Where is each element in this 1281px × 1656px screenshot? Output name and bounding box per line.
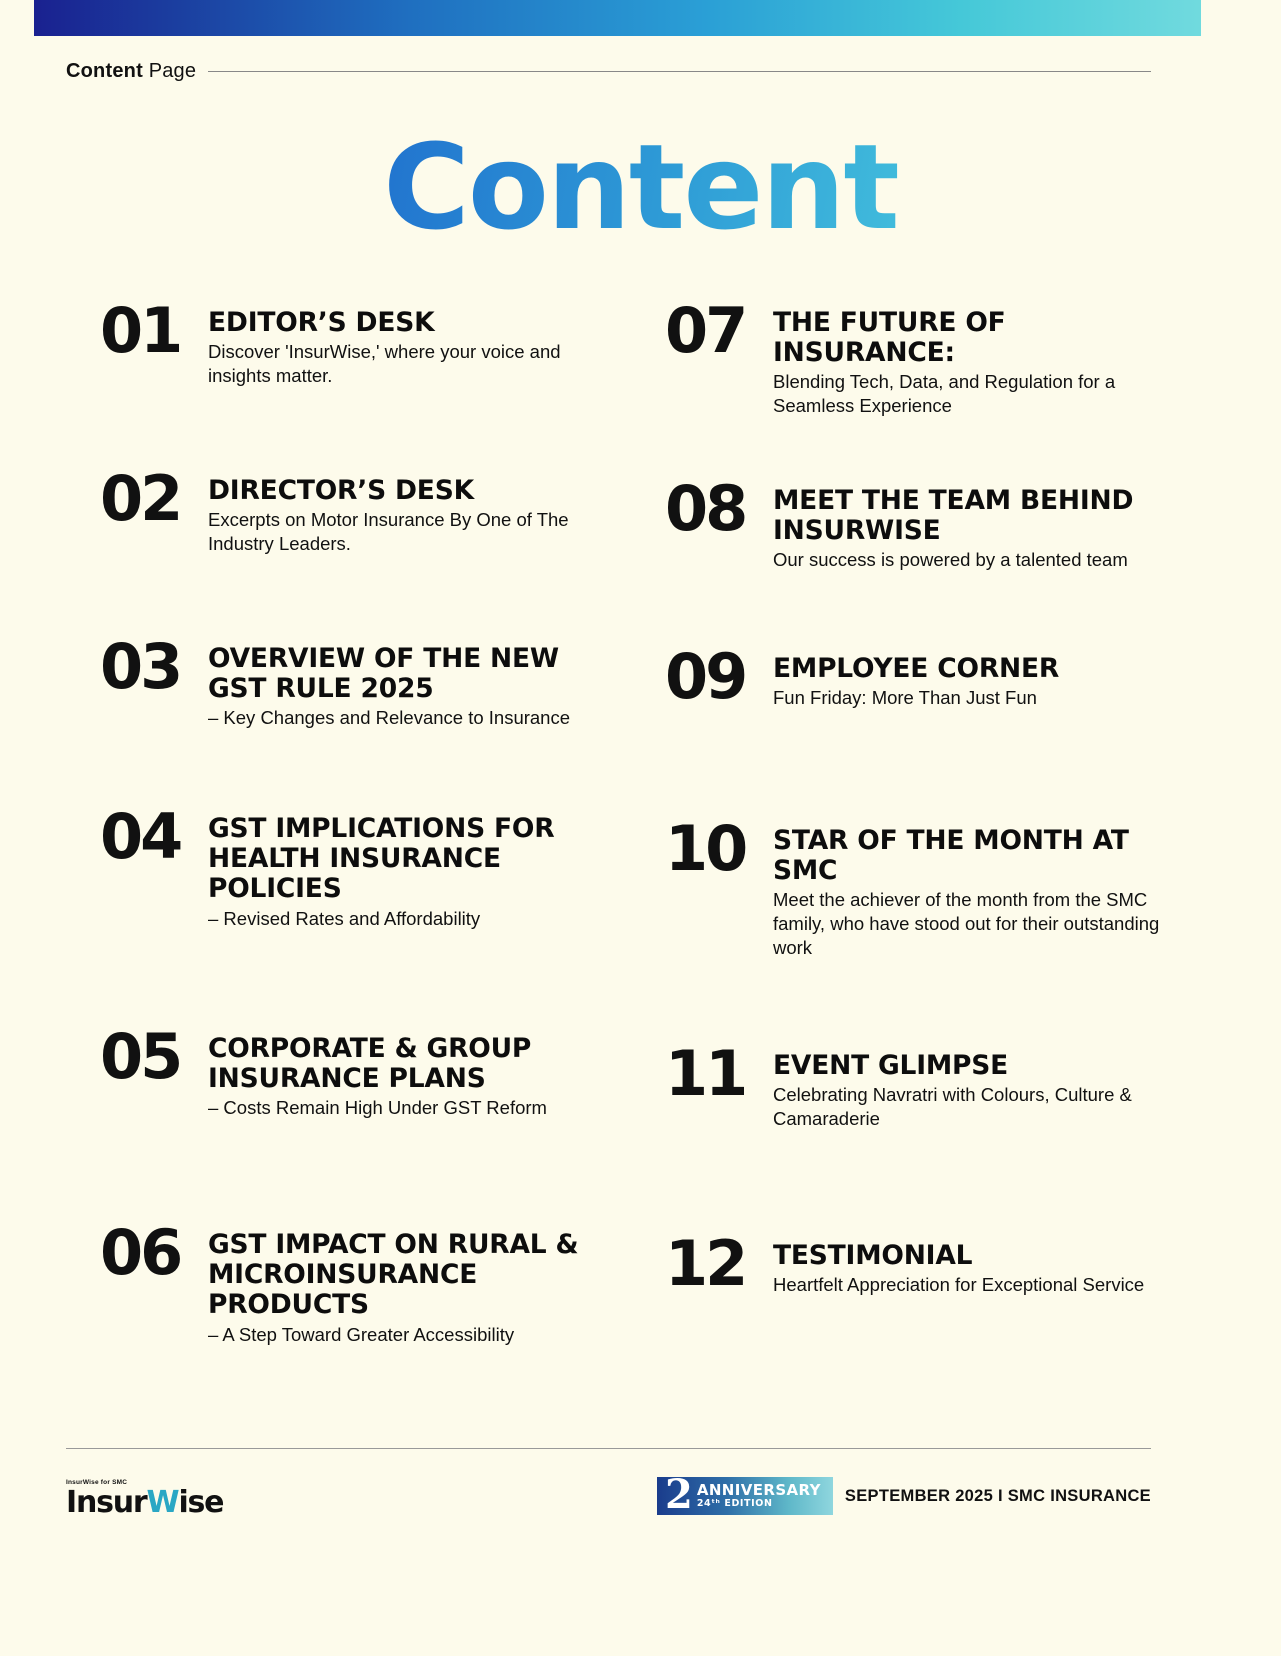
list-item[interactable]	[100, 630, 600, 806]
item-title: GST IMPLICATIONS FOR HEALTH INSURANCE POLICIES	[208, 813, 555, 905]
list-item[interactable]	[100, 294, 600, 468]
item-title: DIRECTOR’S DESK	[208, 475, 474, 506]
item-title: EMPLOYEE CORNER	[773, 653, 1060, 684]
list-item[interactable]	[100, 462, 600, 636]
anniversary-mark: 2	[664, 1471, 693, 1518]
logo-word-part1: Insur	[66, 1484, 147, 1520]
item-number: 08	[665, 472, 746, 545]
item-subtitle: Our success is powered by a talented team	[773, 549, 1128, 571]
list-item[interactable]	[665, 472, 1165, 646]
item-title: EDITOR’S DESK	[208, 307, 435, 338]
item-title: OVERVIEW OF THE NEW GST RULE 2025	[208, 643, 559, 705]
list-item[interactable]	[665, 640, 1165, 818]
item-subtitle: Fun Friday: More Than Just Fun	[773, 687, 1037, 709]
item-subtitle: – Revised Rates and Affordability	[208, 907, 481, 929]
page-header	[66, 56, 1151, 86]
item-title: THE FUTURE OF INSURANCE:	[773, 307, 1006, 369]
item-subtitle: – Key Changes and Relevance to Insurance	[208, 707, 571, 729]
page-title: Content	[0, 128, 1281, 246]
list-item[interactable]	[665, 1227, 1165, 1300]
list-item[interactable]	[665, 294, 1165, 478]
anniversary-edition: 24ᵗʰ EDITION	[696, 1497, 773, 1509]
list-item[interactable]	[100, 800, 600, 1026]
item-title: TESTIMONIAL	[773, 1240, 973, 1271]
logo-word-part2: W	[146, 1484, 179, 1520]
item-title: EVENT GLIMPSE	[773, 1050, 1009, 1081]
insurwise-logo	[66, 1480, 246, 1518]
issue-info: SEPTEMBER 2025 I SMC INSURANCE	[844, 1486, 1151, 1505]
top-gradient-bar	[0, 0, 1281, 36]
item-number: 06	[100, 1216, 181, 1289]
item-number: 12	[665, 1227, 746, 1300]
item-subtitle: Heartfelt Appreciation for Exceptional Service	[773, 1274, 1145, 1296]
item-subtitle: Blending Tech, Data, and Regulation for a Seamless Experience	[773, 371, 1116, 417]
contents-column-right	[665, 294, 1165, 1300]
item-number: 05	[100, 1020, 181, 1093]
header-title	[66, 60, 196, 83]
footer-right-group	[657, 1471, 1151, 1518]
list-item[interactable]	[100, 1216, 600, 1346]
list-item[interactable]	[665, 812, 1165, 1043]
logo-word-part3: ise	[178, 1484, 224, 1520]
anniversary-text	[697, 1483, 821, 1509]
item-subtitle: Meet the achiever of the month from the SMC family, who have stood out for their outstanding work	[773, 889, 1160, 958]
contents-column-left	[100, 294, 600, 1346]
item-title: MEET THE TEAM BEHIND INSURWISE	[773, 485, 1134, 547]
contents-columns	[0, 294, 1281, 1420]
item-title: CORPORATE & GROUP INSURANCE PLANS	[208, 1033, 532, 1095]
item-number: 09	[665, 640, 746, 713]
item-number: 07	[665, 294, 746, 367]
item-number: 04	[100, 800, 181, 873]
item-number: 11	[665, 1037, 746, 1110]
anniversary-label: ANNIVERSARY	[696, 1481, 821, 1500]
header-title-bold: Content	[66, 59, 143, 82]
item-subtitle: – A Step Toward Greater Accessibility	[208, 1323, 515, 1345]
item-number: 02	[100, 462, 181, 535]
header-title-light: Page	[142, 59, 197, 82]
item-title: STAR OF THE MONTH AT SMC	[773, 825, 1129, 887]
item-subtitle: – Costs Remain High Under GST Reform	[208, 1097, 547, 1119]
item-number: 10	[665, 812, 746, 885]
item-title: GST IMPACT ON RURAL & MICROINSURANCE PRODUCTS	[208, 1229, 579, 1321]
list-item[interactable]	[665, 1037, 1165, 1233]
item-number: 01	[100, 294, 181, 367]
list-item[interactable]	[100, 1020, 600, 1222]
item-subtitle: Excerpts on Motor Insurance By One of The Industry Leaders.	[208, 509, 569, 554]
page-footer	[66, 1468, 1151, 1538]
top-bar-right-gap	[1201, 0, 1281, 36]
footer-divider	[66, 1448, 1151, 1449]
logo-tagline: InsurWise for SMC	[66, 1479, 128, 1486]
header-divider	[208, 71, 1151, 72]
item-subtitle: Celebrating Navratri with Colours, Culture & Camaraderie	[773, 1084, 1132, 1129]
item-number: 03	[100, 630, 181, 703]
item-subtitle: Discover 'InsurWise,' where your voice and insights matter.	[208, 341, 561, 386]
anniversary-badge	[657, 1471, 833, 1518]
logo-wordmark	[66, 1484, 246, 1520]
